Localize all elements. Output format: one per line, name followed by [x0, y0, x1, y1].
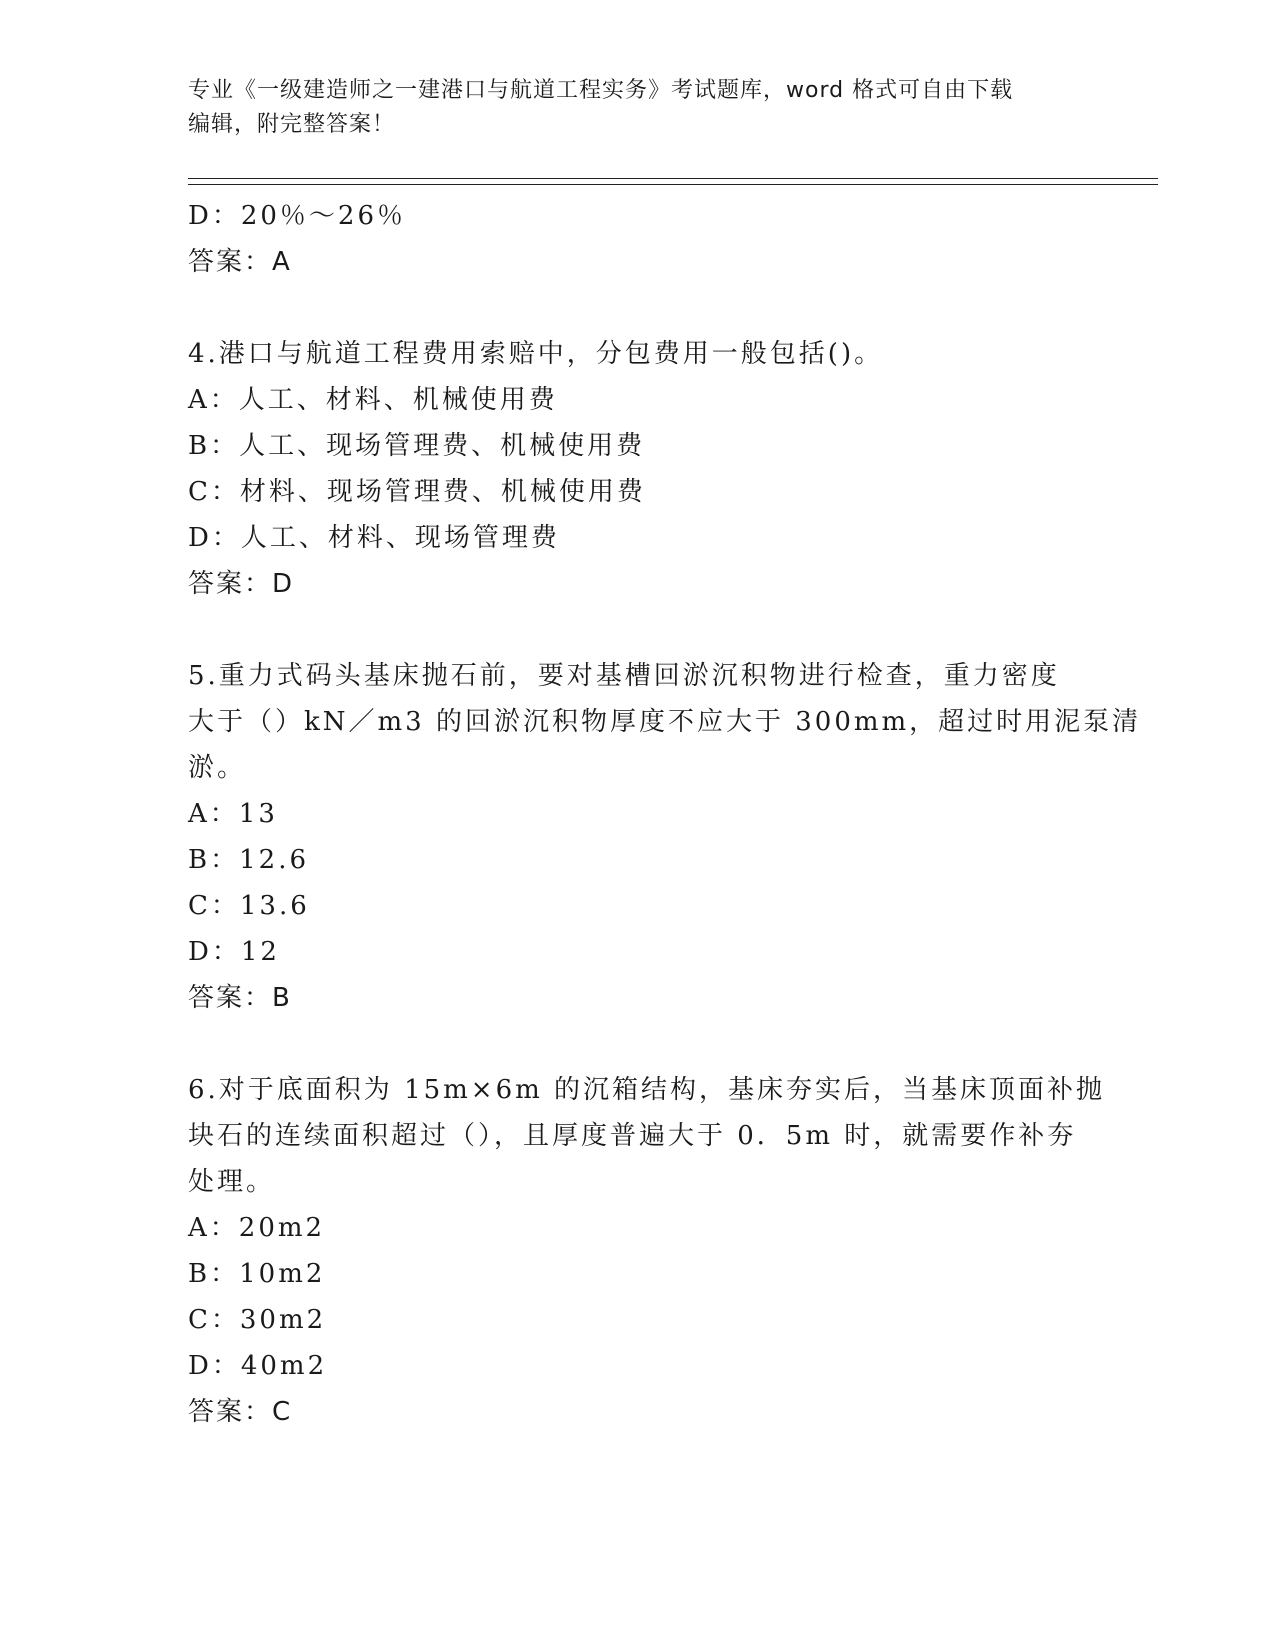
option-d: D：20％～26％: [188, 201, 407, 231]
option-b: B：人工、现场管理费、机械使用费: [188, 431, 646, 461]
spacer: [188, 607, 1068, 653]
answer: 答案：D: [188, 569, 295, 599]
option-c: C：30m2: [188, 1305, 327, 1335]
question-stem-line-2: 块石的连续面积超过（），且厚度普遍大于 0．5m 时，就需要作补夯: [188, 1121, 1077, 1151]
header-note-line-2: 编辑，附完整答案！: [188, 112, 396, 137]
header-note-line-1: 专业《一级建造师之一建港口与航道工程实务》考试题库，word 格式可自由下载: [188, 78, 1014, 103]
header-note: [188, 74, 1068, 142]
option-b: B：10m2: [188, 1259, 326, 1289]
question-5: [188, 653, 1142, 1021]
answer: 答案：C: [188, 1397, 293, 1427]
question-6: [188, 1067, 1106, 1435]
header-divider-bottom: [188, 184, 1158, 185]
question-stem-line-1: 6.对于底面积为 15m×6m 的沉箱结构，基床夯实后，当基床顶面补抛: [188, 1075, 1106, 1105]
question-stem-line-3: 淤。: [188, 753, 247, 783]
question-stem-line-1: 5.重力式码头基床抛石前，要对基槽回淤沉积物进行检查，重力密度: [188, 661, 1060, 691]
header-divider-top: [188, 178, 1158, 179]
question-stem: 4.港口与航道工程费用索赔中，分包费用一般包括()。: [188, 339, 884, 369]
question-list: [188, 193, 1142, 1435]
answer: 答案：B: [188, 983, 292, 1013]
option-c: C：材料、现场管理费、机械使用费: [188, 477, 646, 507]
question-3-tail: [188, 193, 1068, 285]
option-d: D：12: [188, 937, 280, 967]
option-a: A：20m2: [188, 1213, 326, 1243]
question-4: [188, 331, 1068, 607]
option-b: B：12.6: [188, 845, 309, 875]
question-stem-line-3: 处理。: [188, 1167, 276, 1197]
option-a: A：人工、材料、机械使用费: [188, 385, 558, 415]
question-stem-line-2: 大于（）kN／m3 的回淤沉积物厚度不应大于 300mm，超过时用泥泵清: [188, 707, 1142, 737]
option-c: C：13.6: [188, 891, 310, 921]
spacer: [188, 1021, 1068, 1067]
option-a: A：13: [188, 799, 278, 829]
answer: 答案：A: [188, 247, 292, 277]
spacer: [188, 285, 1068, 331]
option-d: D：40m2: [188, 1351, 328, 1381]
option-d: D：人工、材料、现场管理费: [188, 523, 560, 553]
